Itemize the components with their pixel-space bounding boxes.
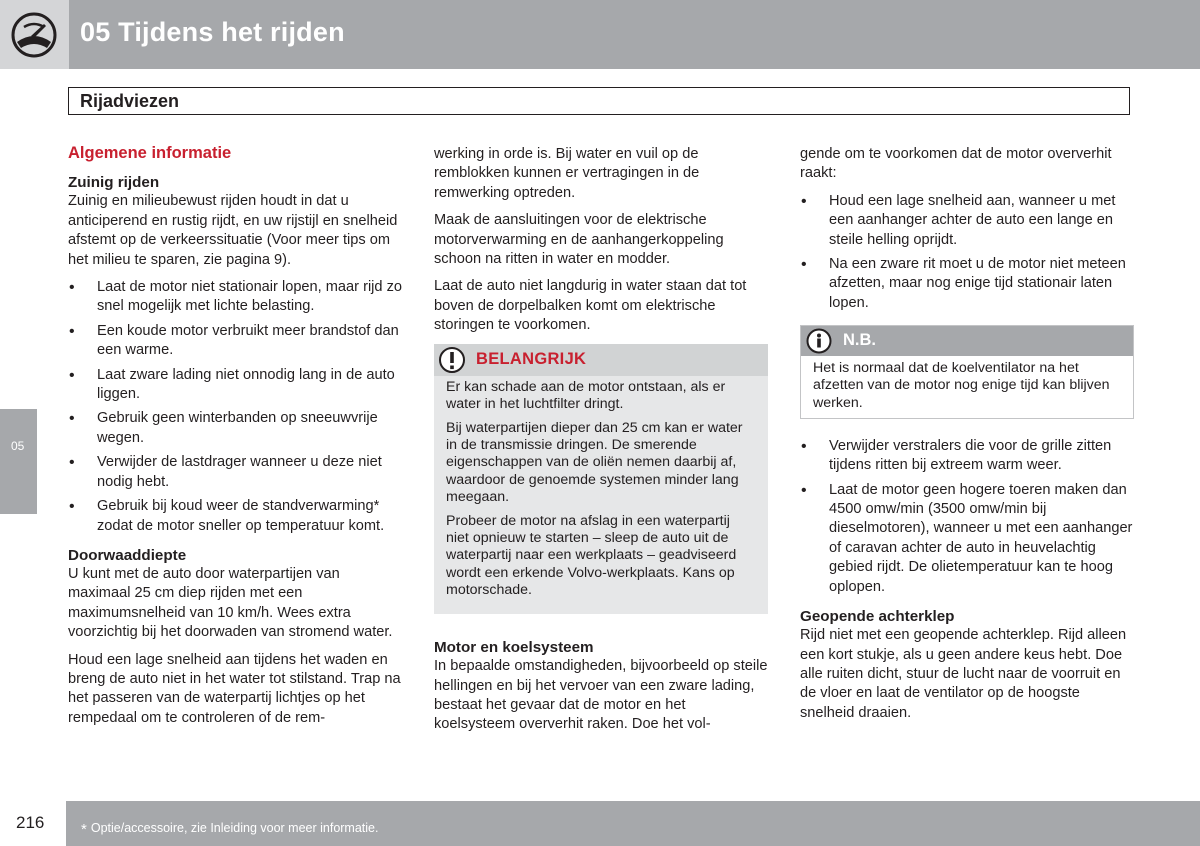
subheading-wading-depth: Doorwaaddiepte — [68, 546, 187, 564]
subheading-economical-driving: Zuinig rijden — [68, 174, 160, 192]
list-item: • Verwijder verstralers die voor de grille zitten tijdens ritten bij extreem warm weer. — [800, 437, 1134, 476]
chapter-side-tab — [0, 409, 37, 514]
paragraph: Zuinig en milieubewust rijden houdt in dat u anticiperend en rustig rijdt, en uw rijstijl en snelheid afstemt op de verkeerssituatie (Voor meer tips om het milieu te sparen, zie pagina 9). — [68, 193, 398, 268]
info-icon — [805, 328, 833, 354]
subheading-engine-cooling: Motor en koelsysteem — [434, 639, 594, 657]
paragraph: Maak de aansluitingen voor de elektrische motorverwarming en de aanhangerkoppeling schoon na ritten in water en modder. — [434, 212, 724, 268]
paragraph: U kunt met de auto door waterpartijen van maximaal 25 cm diep rijden met een maximumsnelheid van 10 km/h. Wees extra voorzichtig bij het doorwaden van stromend water. — [68, 565, 393, 641]
important-warning-box — [434, 344, 768, 614]
note-title: N.B. — [843, 331, 876, 350]
exclamation-warning-icon — [438, 347, 466, 373]
warning-body — [434, 376, 768, 599]
paragraph: In bepaalde omstandigheden, bijvoorbeeld op steile hellingen en bij het vervoer van een zware lading, bestaat het gevaar dat de motor en het koelsysteem oververhit raken. Doe het vol- — [434, 658, 768, 733]
chapter-header — [0, 0, 1200, 69]
bullet-list — [800, 437, 1134, 597]
page-number: 216 — [16, 813, 45, 832]
column-3 — [800, 145, 1134, 731]
paragraph: werking in orde is. Bij water en vuil op de remblokken kunnen er vertragingen in de remwerking optreden. — [434, 146, 700, 201]
warning-paragraph: Bij waterpartijen dieper dan 25 cm kan er water in de transmissie dringen. De smerende eigenschappen van de oliën nemen daarbij af, waardoor de genoemde systemen minder lang meegaan. — [446, 420, 743, 505]
chapter-icon-box — [0, 0, 69, 69]
warning-paragraph: Er kan schade aan de motor ontstaan, als er water in het luchtfilter dringt. — [446, 378, 726, 412]
paragraph: gende om te voorkomen dat de motor oververhit raakt: — [800, 146, 1112, 182]
footer-bar — [66, 801, 1200, 846]
steering-wheel-road-icon — [11, 12, 57, 58]
list-item: • Gebruik geen winterbanden op sneeuwvrije wegen. — [68, 409, 402, 448]
warning-header — [434, 344, 768, 376]
paragraph: Houd een lage snelheid aan tijdens het waden en breng de auto niet in het water tot stilstand. Trap na het passeren van de waterpartij lichtjes op het rempedaal om te controleren of de rem- — [68, 651, 401, 726]
column-2 — [434, 145, 768, 743]
chapter-title: 05 Tijdens het rijden — [80, 17, 345, 47]
list-item: • Na een zware rit moet u de motor niet meteen afzetten, maar nog enige tijd stationair laten lopen. — [800, 255, 1134, 313]
subheading-open-tailgate: Geopende achterklep — [800, 608, 955, 626]
warning-title: BELANGRIJK — [476, 349, 587, 368]
list-item: • Een koude motor verbruikt meer brandstof dan een warme. — [68, 322, 402, 361]
bullet-list — [68, 278, 402, 536]
footnote-text: Optie/accessoire, zie Inleiding voor meer informatie. — [90, 821, 379, 835]
footnote — [81, 819, 378, 836]
section-title: Rijadviezen — [80, 91, 180, 111]
paragraph: Laat de auto niet langdurig in water staan dat tot boven de dorpelbalken komt om elektrische storingen te voorkomen. — [434, 278, 747, 334]
list-item: • Verwijder de lastdrager wanneer u deze niet nodig hebt. — [68, 453, 402, 492]
list-item: • Laat de motor geen hogere toeren maken dan 4500 omw/min (3500 omw/min bij dieselmotoren), wanneer u met een aanhanger of caravan achter de auto in heuvelachtig gebied rijdt. De olietemperatuur kan te hoog oplopen. — [800, 481, 1134, 597]
section-heading-box — [68, 87, 1130, 115]
list-item: • Laat zware lading niet onnodig lang in de auto liggen. — [68, 366, 402, 405]
heading-general-info: Algemene informatie — [68, 144, 232, 162]
note-header — [801, 326, 1133, 356]
side-tab-label: 05 — [11, 439, 25, 453]
list-item: • Gebruik bij koud weer de standverwarming* zodat de motor sneller op temperatuur komt. — [68, 497, 402, 536]
list-item: • Laat de motor niet stationair lopen, maar rijd zo snel mogelijk met lichte belasting. — [68, 278, 402, 317]
paragraph: Rijd niet met een geopende achterklep. Rijd alleen een kort stukje, als u geen andere keus hebt. Doe alle ruiten dicht, stuur de lucht naar de voorruit en de vloer en laat de ventilator op de hoogste snelheid draaien. — [800, 627, 1127, 721]
list-item: • Houd een lage snelheid aan, wanneer u met een aanhanger achter de auto een lange en steile helling oprijdt. — [800, 192, 1134, 250]
note-box — [800, 325, 1134, 419]
note-text: Het is normaal dat de koelventilator na het afzetten van de motor nog enige tijd kan blijven werken. — [813, 360, 1110, 411]
footnote-asterisk: * — [81, 821, 87, 838]
warning-paragraph: Probeer de motor na afslag in een waterpartij niet opnieuw te starten – sleep de auto uit de waterpartij naar een werkplaats – geadviseerd wordt een erkende Volvo-werkplaats. Kans op motorschade. — [446, 513, 737, 598]
column-1 — [68, 143, 402, 736]
bullet-list — [800, 192, 1134, 313]
